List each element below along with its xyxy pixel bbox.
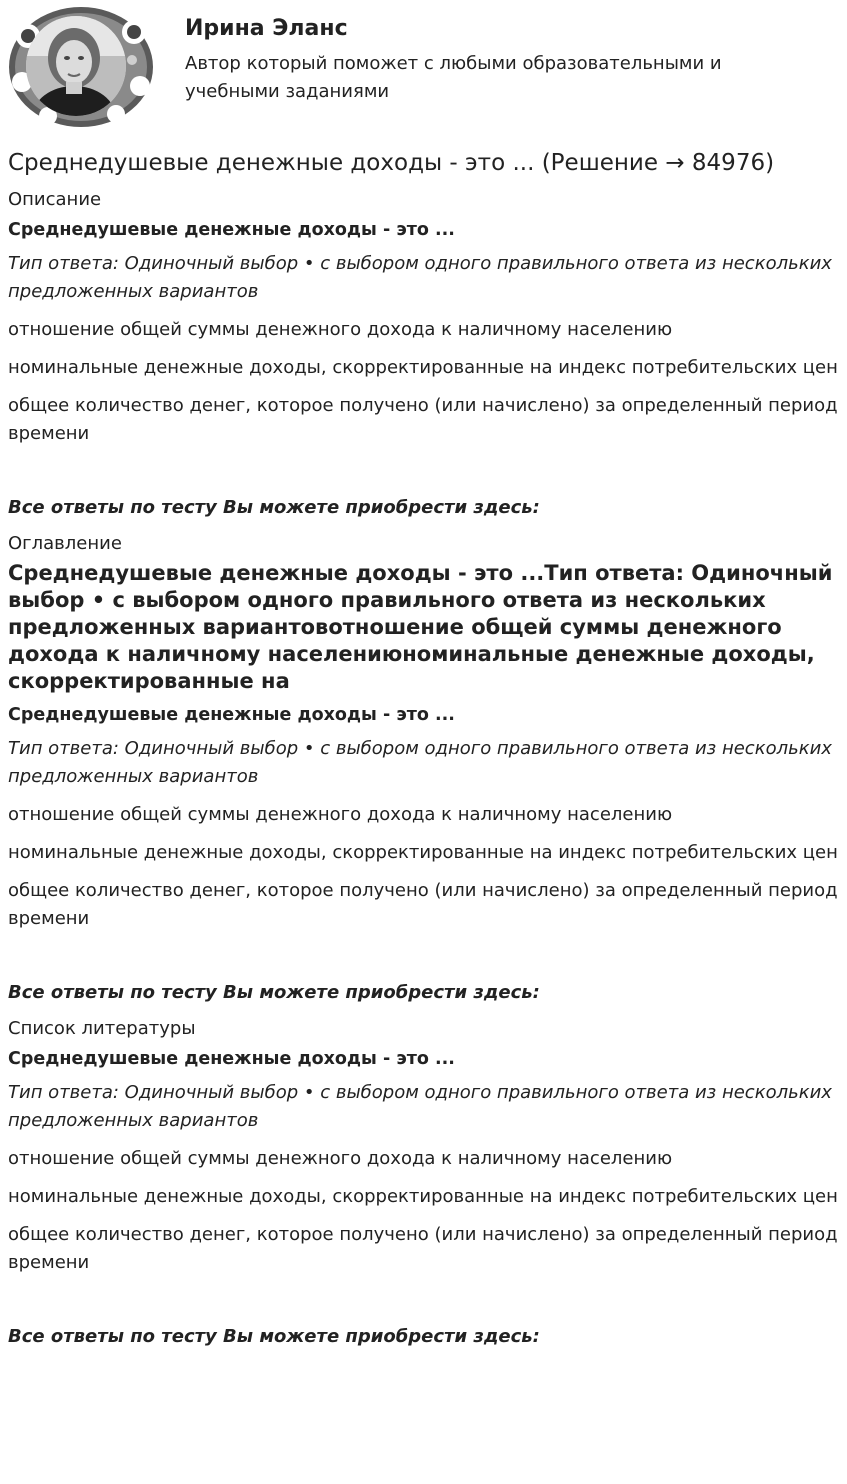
author-avatar	[8, 6, 154, 128]
section-label-toc: Оглавление	[8, 533, 122, 554]
page-title: Среднедушевые денежные доходы - это ... (Решение → 84976)	[8, 150, 775, 176]
answer-option: отношение общей суммы денежного дохода к наличному населению	[8, 319, 673, 340]
answer-type: Тип ответа: Одиночный выбор • с выбором одного правильного ответа из нескольких предложенных вариантов	[8, 253, 832, 302]
section-label-literature: Список литературы	[8, 1018, 196, 1039]
section-label-description: Описание	[8, 189, 102, 210]
answer-option: номинальные денежные доходы, скорректированные на индекс потребительских цен	[8, 842, 838, 863]
answer-option: общее количество денег, которое получено (или начислено) за определенный период времени	[8, 880, 838, 929]
author-description: Автор который поможет с любыми образовательными и учебными заданиями	[185, 53, 722, 102]
answer-option: отношение общей суммы денежного дохода к наличному населению	[8, 804, 673, 825]
main-content	[8, 146, 840, 1361]
answer-option: номинальные денежные доходы, скорректированные на индекс потребительских цен	[8, 357, 838, 378]
toc-heading: Среднедушевые денежные доходы - это ...Тип ответа: Одиночный выбор • с выбором одного правильного ответа из нескольких предложенных вариантовотношение общей суммы денежного дохода к наличному населениюноминальные денежные доходы, скорректированные на	[8, 561, 833, 693]
author-card	[8, 6, 838, 128]
question-title: Среднедушевые денежные доходы - это ...	[8, 705, 455, 725]
author-name: Ирина Эланс	[185, 16, 348, 41]
answer-option: номинальные денежные доходы, скорректированные на индекс потребительских цен	[8, 1186, 838, 1207]
question-title: Среднедушевые денежные доходы - это ...	[8, 220, 455, 240]
buy-note: Все ответы по тесту Вы можете приобрести здесь:	[8, 982, 540, 1003]
buy-note: Все ответы по тесту Вы можете приобрести здесь:	[8, 497, 540, 518]
buy-note: Все ответы по тесту Вы можете приобрести здесь:	[8, 1326, 540, 1347]
question-title: Среднедушевые денежные доходы - это ...	[8, 1049, 455, 1069]
answer-type: Тип ответа: Одиночный выбор • с выбором одного правильного ответа из нескольких предложенных вариантов	[8, 738, 832, 787]
answer-option: отношение общей суммы денежного дохода к наличному населению	[8, 1148, 673, 1169]
answer-option: общее количество денег, которое получено (или начислено) за определенный период времени	[8, 1224, 838, 1273]
answer-option: общее количество денег, которое получено (или начислено) за определенный период времени	[8, 395, 838, 444]
answer-type: Тип ответа: Одиночный выбор • с выбором одного правильного ответа из нескольких предложенных вариантов	[8, 1082, 832, 1131]
